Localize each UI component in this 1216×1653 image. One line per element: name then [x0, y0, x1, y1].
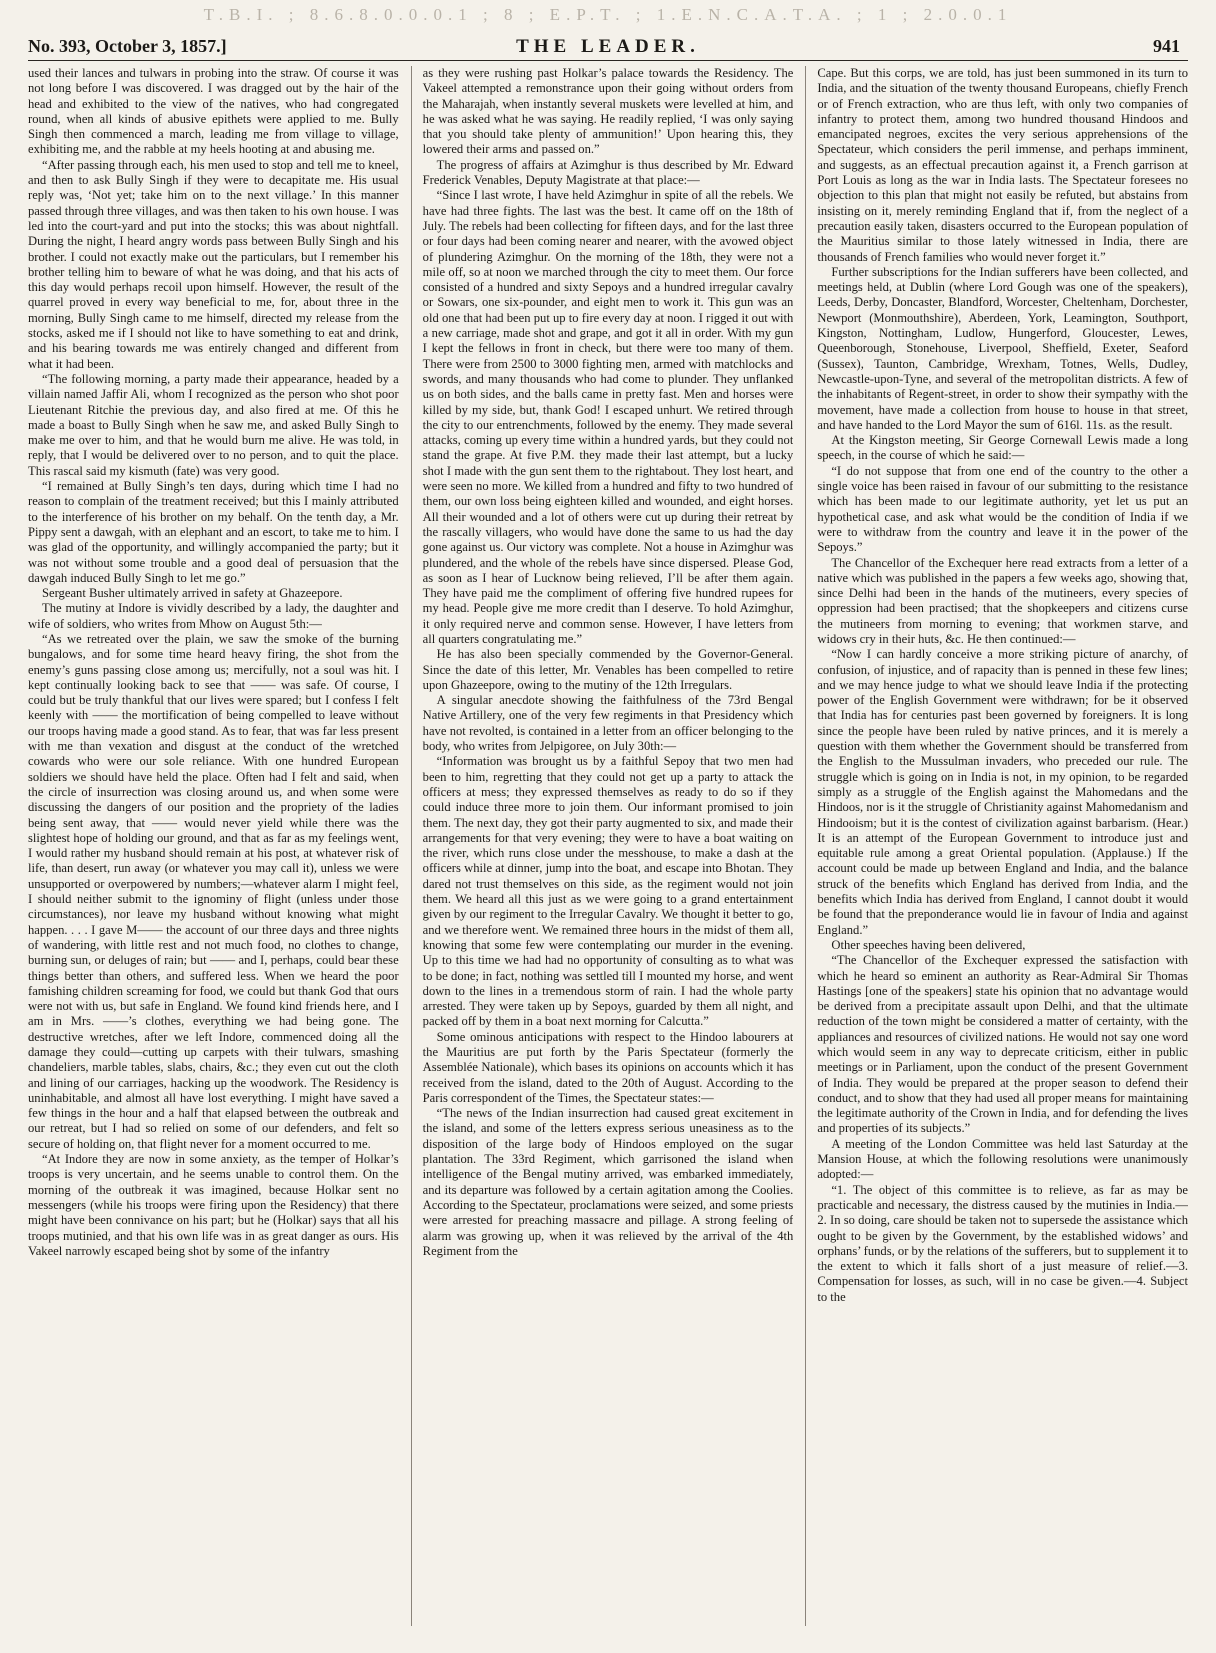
paragraph: “The following morning, a party made their appearance, headed by a villain named Jaffir Ali, whom I recognized as the person who shot poor Lieutenant Ritchie the previous day, and also fired at me. Of this he made a boast to Bully Singh when he saw me, and asked Bully Singh to make me over to him, and that he would burn me alive. He was told, in reply, that I would be delivered over to no person, and to quit the place. This rascal said my kismuth (fate) was very good.	[28, 371, 399, 478]
paragraph: “At Indore they are now in some anxiety, as the temper of Holkar’s troops is very uncertain, and he seems unable to control them. On the morning of the outbreak it was imagined, because Holkar sent no messengers (while his troops were firing upon the Residency) that there might have been connivance on his part; but he (Holkar) says that all his troops mutinied, and that his own life was in as great danger as ours. His Vakeel narrowly escaped being shot by some of the infantry	[28, 1152, 399, 1258]
paragraph: The mutiny at Indore is vividly described by a lady, the daughter and wife of soldiers, who writes from Mhow on August 5th:—	[28, 601, 399, 631]
paragraph: “The Chancellor of the Exchequer expressed the satisfaction with which he heard so eminent an authority as Rear-Admiral Sir Thomas Hastings [one of the speakers] state his opinion that no advantage would be derived from a precipitate assault upon Delhi, and that the ultimate reduction of the town might be considered a matter of certainty, with the appliances and resources of civilized nations. He would not say one word which would seem in any way to deprecate criticism, either in public meetings or in Parliament, upon the conduct of the present Government of India. They would be prepared at the proper season to defend their conduct, and to show that they had used all proper means for maintaining the legitimate authority of the Crown in India, and for defending the lives and properties of its subjects.”	[817, 953, 1189, 1136]
paragraph: “Information was brought us by a faithful Sepoy that two men had been to him, regretting that they could not get up a party to attack the officers at mess; they expressed themselves as ready to do so if they could induce three more to join them. Our informant promised to join them. The next day, they got their party augmented to six, and made their arrangements for that very evening; they were to have a boat waiting on the river, which runs close under the messhouse, to make a dash at the officers while at dinner, jump into the boat, and escape into Bhotan. They dared not trust themselves on this side, as the regiment would not join them. We heard all this just as we were going to a grand entertainment given by our regiment to the Irregular Cavalry. We thought it better to go, and we therefore went. We remained three hours in the midst of them all, knowing that some few were contemplating our murder in the evening. Up to this time we had had no opportunity of consulting as to what was to be done; in fact, nothing was settled till I mounted my horse, and went down to the lines in a tremendous storm of rain. I had the whole party arrested. They were taken up by Sepoys, guarded by them all night, and packed off by them in a boat next morning for Calcutta.”	[422, 754, 794, 1029]
paragraph: He has also been specially commended by the Governor-General. Since the date of this letter, Mr. Venables has been compelled to retire upon Ghazeepore, owing to the mutiny of the 12th Irregulars.	[422, 647, 794, 692]
paragraph: Some ominous anticipations with respect to the Hindoo labourers at the Mauritius are put forth by the Paris Spectateur (formerly the Assemblée Nationale), which bases its opinions on accounts which it has received from the island, dated to the 20th of August. According to the Paris correspondent of the Times, the Spectateur states:—	[422, 1029, 794, 1105]
paragraph: Further subscriptions for the Indian sufferers have been collected, and meetings held, at Dublin (where Lord Gough was one of the speakers), Leeds, Derby, Doncaster, Blandford, Worcester, Cheltenham, Dorchester, Newport (Monmouthshire), Aberdeen, York, Leamington, Southport, Kingston, Nottingham, Ludlow, Hungerford, Gloucester, Lewes, Queenborough, Stonehouse, Liverpool, Sheffield, Exeter, Seaford (Sussex), Taunton, Cambridge, Wrexham, Totnes, Wells, Dudley, Newcastle-upon-Tyne, and several of the metropolitan districts. A few of the inhabitants of Regent-street, in order to show their sympathy with the movement, have made a collection from house to house in that street, and have handed to the Lord Mayor the sum of 616l. 11s. as the result.	[817, 264, 1189, 432]
paragraph: “I do not suppose that from one end of the country to the other a single voice has been raised in favour of our submitting to the resistance which has been made to our legitimate authority, yet let us put an hypothetical case, and ask what would be the condition of India if we were to withdraw from the country and leave it in the power of the Sepoys.”	[817, 463, 1189, 555]
masthead-title: THE LEADER.	[516, 36, 700, 57]
article-columns	[28, 66, 1188, 1626]
paragraph: “The news of the Indian insurrection had caused great excitement in the island, and some of the letters express serious uneasiness as to the disposition of the large body of Hindoos employed on the sugar plantation. The 33rd Regiment, which garrisoned the island when intelligence of the Bengal mutiny arrived, was embarked immediately, and its departure was followed by a certain agitation among the Coolies. According to the Spectateur, proclamations were seized, and some priests were arrested for preaching massacre and pillage. A strong feeling of alarm was growing up, when it was relieved by the arrival of the 4th Regiment from the	[422, 1106, 794, 1258]
page-number: 941	[1153, 36, 1180, 56]
paragraph: Cape. But this corps, we are told, has just been summoned in its turn to India, and the situation of the twenty thousand Europeans, chiefly French or of French extraction, who are thus left, with only two companies of infantry to protect them, among two hundred thousand Hindoos and emancipated negroes, excites the very serious apprehensions of the Spectateur, which considers the peril immense, and perhaps imminent, and suggests, as an effectual precaution against it, a French garrison at Port Louis as long as the war in India lasts. The Spectateur foresees no objection to this plan that might not easily be refuted, but abstains from insisting on it, merely reminding England that if, from the neglect of a precaution easily taken, disasters occurred to the European population of the Mauritius similar to those lately witnessed in India, there are thousands of French families who would never forget it.”	[817, 66, 1189, 264]
paragraph: A singular anecdote showing the faithfulness of the 73rd Bengal Native Artillery, one of the very few regiments in that Presidency which have not revolted, is contained in a letter from an officer belonging to the body, who writes from Jelpigoree, on July 30th:—	[422, 693, 794, 754]
paragraph: as they were rushing past Holkar’s palace towards the Residency. The Vakeel attempted a remonstrance upon their going without orders from the Maharajah, when instantly several muskets were levelled at him, and he was asked what he was saying. He readily replied, ‘I was only saying that you should take plenty of ammunition!’ Upon hearing this, they lowered their arms and passed on.”	[422, 66, 794, 157]
column-1	[28, 66, 399, 1626]
paragraph: used their lances and tulwars in probing into the straw. Of course it was not long before I was discovered. I was dragged out by the hair of the head and exhibited to the view of the natives, who had congregated round, when all kinds of abusive epithets were applied to me. Bully Singh then commenced a march, leading me from village to village, exhibiting me, and the rabble at my heels hooting at and abusing me.	[28, 66, 399, 157]
paragraph: “As we retreated over the plain, we saw the smoke of the burning bungalows, and for some time heard heavy firing, the shot from the enemy’s guns passing close among us; mercifully, not a soul was hit. I kept continually looking back to see that —— was safe. Of course, I could but be truly thankful that our lives were spared; but I confess I felt keenly with —— the mortification of being compelled to leave without our troops having made a good stand. As to fear, that was far less present with me than vexation and disgust at the conduct of the wretched cowards who were our sole reliance. With one hundred European soldiers we should have held the place. Often had I felt and said, when the circle of insurrection was closing around us, and when some were discussing the dangers of our position and the propriety of the ladies being sent away, that —— would never yield while there was the slightest hope of holding our ground, and that as far as my feelings went, I would rather my husband should remain at his post, at whatever risk of life, than desert, run away (or whatever you may call it), unless we were unsupported or overpowered by numbers;—whatever alarm I might feel, I should neither submit to the ignominy of flight (unless under those circumstances), nor leave my husband without knowing what might happen. . . . I gave M—— the account of our three days and three nights of wandering, with little rest and not much food, no clothes to change, burning sun, or deluges of rain; but —— and I, perhaps, could bear these things better than others, and suffered less. When we heard the poor famishing children screaming for food, we could but thank God that ours were not with us, but safe in England. We found kind friends here, and I am in Mrs. ——’s clothes, everything we had being gone. The destructive wretches, after we left Indore, commenced doing all the damage they could—cutting up carpets with their tulwars, smashing chandeliers, marble tables, slabs, chairs, &c.; they even cut out the cloth and lining of our carriages, hacking up the woodwork. The Residency is uninhabitable, and almost all have lost everything. I might have saved a few things in the hour and a half that elapsed between the outbreak and our retreat, but I had so relied on some of our defenders, and felt so secure of holding on, that flight never for a moment occurred to me.	[28, 631, 399, 1151]
paragraph: Sergeant Busher ultimately arrived in safety at Ghazeepore.	[42, 586, 343, 601]
column-2	[411, 66, 794, 1626]
paragraph: The progress of affairs at Azimghur is thus described by Mr. Edward Frederick Venables, Deputy Magistrate at that place:—	[422, 157, 794, 188]
paragraph: “After passing through each, his men used to stop and tell me to kneel, and then to ask Bully Singh if they were to decapitate me. His usual reply was, ‘Not yet; take him on to the next village.’ In this manner passed through three villages, and was then taken to his own house. I was led into the court-yard and put into the stocks; this was about nightfall. During the night, I heard angry words pass between Bully Singh and his brother. I could not exactly make out the particulars, but I remember his brother telling him to beware of what he was doing, and that his acts of this day would perhaps recoil upon himself. However, the result of the quarrel proved in every way beneficial to me, for, about three in the morning, Bully Singh came to me himself, directed my release from the stocks, asked me if I should not like to have something to eat and drink, and his bearing towards me was entirely changed and different from what it had been.	[28, 157, 399, 371]
paragraph: A meeting of the London Committee was held last Saturday at the Mansion House, at which the following resolutions were unanimously adopted:—	[817, 1136, 1189, 1182]
bleed-through-text: T.B.I. ; 8.6.8.0.0.0.1 ; 8 ; E.P.T. ; 1.E.N.C.A.T.A. ; 1 ; 2.0.0.1	[203, 5, 1013, 24]
paragraph: “I remained at Bully Singh’s ten days, during which time I had no reason to complain of the treatment received; but this I mainly attributed to the interference of his brother on my behalf. On the tenth day, a Mr. Pippy sent a dawgah, with an elephant and an escort, to take me to him. I was glad of the opportunity, and willingly accompanied the party; but it was not without some trouble and a good deal of persuasion that the dawgah induced Bully Singh to let me go.”	[28, 479, 399, 585]
paragraph: At the Kingston meeting, Sir George Cornewall Lewis made a long speech, in the course of which he said:—	[817, 433, 1189, 463]
column-3	[805, 66, 1188, 1626]
issue-date: No. 393, October 3, 1857.]	[28, 36, 227, 56]
paragraph: “Since I last wrote, I have held Azimghur in spite of all the rebels. We have had three fights. The last was the best. It came off on the 18th of July. The rebels had been collecting for fifteen days, and for the last three or four days had been coming nearer and nearer, with the avowed object of plundering Azimghur. On the morning of the 18th, they were not a mile off, so at noon we marched through the city to meet them. Our force consisted of a hundred and sixty Sepoys and a hundred irregular cavalry or Sowars, one six-pounder, and eight men to work it. This gun was an old one that had been put up to fire every day at noon. I rigged it out with a new carriage, made shot and grape, and got it all in order. With my gun I kept the fellows in front in check, but there were too many of them. There were from 2500 to 3000 fighting men, armed with matchlocks and swords, and many thousands who had come to plunder. They unflanked us on both sides, and the balls came in pretty fast. Men and horses were killed by my side, but, thank God! I escaped unhurt. We retired through the city to our entrenchments, followed by the enemy. They made several attacks, coming up every time within a hundred yards, but they could not stand the grape. At five P.M. they made their last attempt, but a lucky shot I made with the gun sent them to the rightabout. They lost heart, and were seen no more. We killed from a hundred and fifty to two hundred of them, our own loss being eighteen killed and wounded, and eight horses. All their wounded and a lot of others were cut up during their retreat by the rascally villagers, who would have done the same to us had the day gone against us. Our victory was complete. Not a house in Azimghur was plundered, and the whole of the rebels have since dispersed. Please God, as soon as I hear of Lucknow being relieved, I’ll be after them again. They have paid me the compliment of offering five hundred rupees for my head. People give me more credit than I deserve. To hold Azimghur, it only required nerve and common sense. However, I have letters from all quarters congratulating me.”	[422, 188, 794, 646]
paragraph: Other speeches having been delivered,	[831, 937, 1026, 952]
page-header	[28, 34, 1188, 61]
paragraph: “1. The object of this committee is to relieve, as far as may be practicable and necessary, the distress caused by the mutinies in India.—2. In so doing, care should be taken not to supersede the assistance which ought to be given by the Government, by the established widows’ and orphans’ funds, or by the relations of the sufferers, but to supplement it to the extent to which it falls short of a just measure of relief.—3. Compensation for losses, as such, will in no case be given.—4. Subject to the	[817, 1182, 1189, 1304]
paragraph: “Now I can hardly conceive a more striking picture of anarchy, of confusion, of injustice, and of rapacity than is penned in these few lines; and we may hence judge to what we should leave India if the protecting power of the English Government were withdrawn; for be it observed that India has for centuries past been governed by foreigners. It is long since the people have been ruled by native princes, and it is merely a question with them whether the Government should be transferred from the English to the Mussulman invaders, who preceded our rule. The struggle which is going on in India is not, in my opinion, to be regarded simply as a struggle of the English against the Mahomedans and the Hindoos, nor is it the struggle of Christianity against Mahomedanism and Hindooism; but it is the contest of civilization against barbarism. (Hear.) It is an attempt of the European Government to introduce just and equitable rule among a great Oriental population. (Applause.) If the account could be made up between England and India, and the balance struck of the benefits which England has derived from India, and the benefits which India has derived from England, I cannot doubt it would be found that the preponderance would lie in favour of India and against England.”	[817, 647, 1189, 937]
paragraph: The Chancellor of the Exchequer here read extracts from a letter of a native which was published in the papers a few weeks ago, showing that, since Delhi had been in the hands of the mutineers, every species of oppression had been practised; that the shopkeepers and citizens curse the mutineers from morning to evening; that workmen starve, and widows cry in their huts, &c. He then continued:—	[817, 555, 1189, 646]
